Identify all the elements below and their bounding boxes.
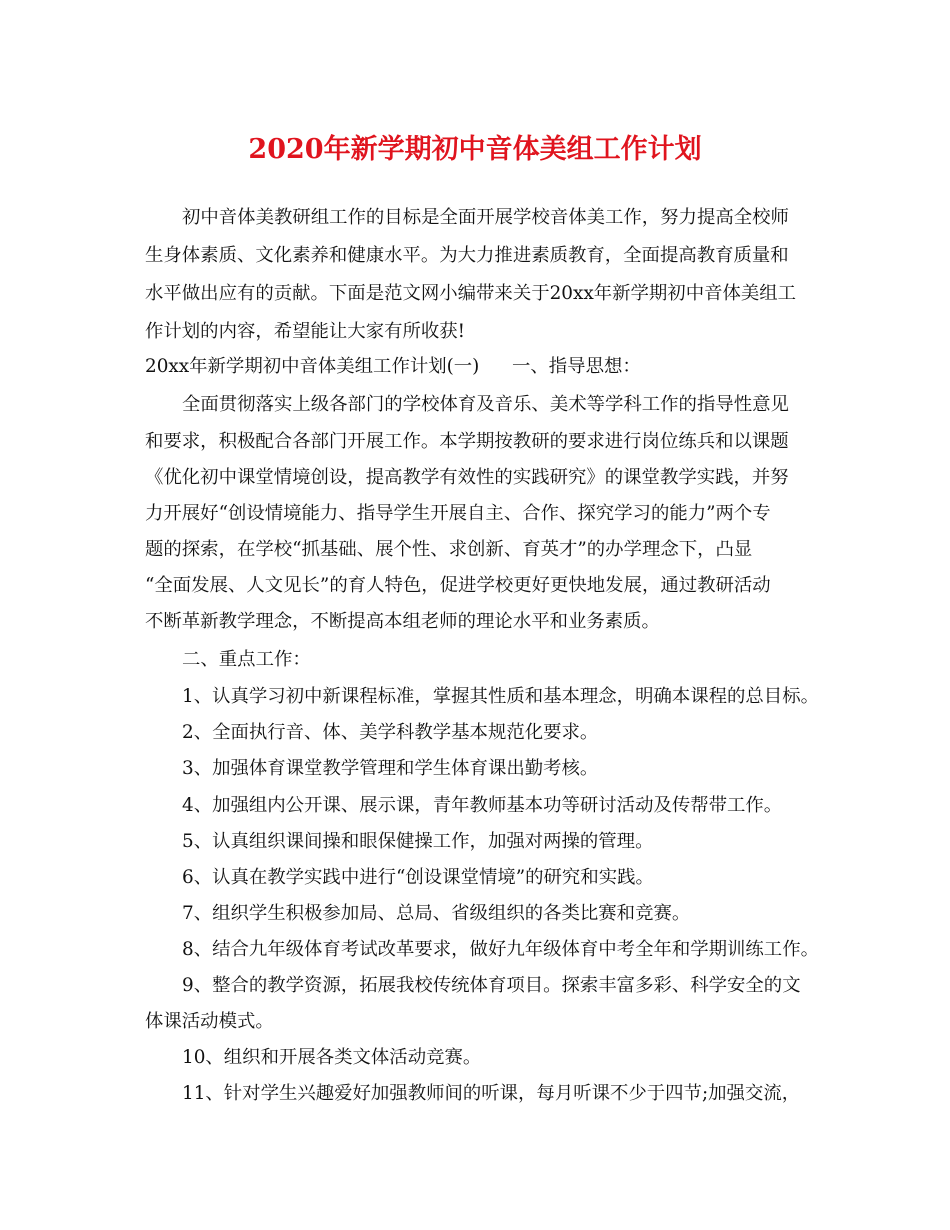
list-item: 11、针对学生兴趣爱好加强教师间的听课，每月听课不少于四节;加强交流， (182, 1083, 801, 1104)
list-item: 3、加强体育课堂教学管理和学生体育课出勤考核。 (182, 758, 599, 779)
paragraph-line: 不断革新教学理念，不断提高本组老师的理论水平和业务素质。 (145, 611, 660, 632)
paragraph-line: 和要求，积极配合各部门开展工作。本学期按教研的要求进行岗位练兵和以课题 (145, 431, 789, 452)
list-item: 5、认真组织课间操和眼保健操工作，加强对两操的管理。 (182, 831, 654, 852)
paragraph-line: “全面发展、人文见长”的育人特色，促进学校更好更快地发展，通过教研活动 (145, 575, 771, 596)
paragraph-line: 水平做出应有的贡献。下面是范文网小编带来关于20xx年新学期初中音体美组工 (145, 283, 797, 304)
list-item: 4、加强组内公开课、展示课，青年教师基本功等研讨活动及传帮带工作。 (182, 795, 783, 816)
list-item: 8、结合九年级体育考试改革要求，做好九年级体育中考全年和学期训练工作。 (182, 939, 819, 960)
paragraph-line: 全面贯彻落实上级各部门的学校体育及音乐、美术等学科工作的指导性意见 (182, 394, 789, 415)
paragraph-line: 初中音体美教研组工作的目标是全面开展学校音体美工作，努力提高全校师 (182, 207, 789, 228)
section-subtitle: 20xx年新学期初中音体美组工作计划(一) (145, 356, 480, 377)
paragraph-line: 作计划的内容，希望能让大家有所收获! (145, 321, 466, 342)
section-heading: 一、指导思想： (512, 356, 641, 377)
list-item: 1、认真学习初中新课程标准，掌握其性质和基本理念，明确本课程的总目标。 (182, 686, 819, 707)
list-item-continuation: 体课活动模式。 (145, 1011, 274, 1032)
list-item: 6、认真在教学实践中进行“创设课堂情境”的研究和实践。 (182, 867, 654, 888)
list-item: 10、组织和开展各类文体活动竞赛。 (182, 1047, 482, 1068)
list-item: 9、整合的教学资源，拓展我校传统体育项目。探索丰富多彩、科学安全的文 (182, 975, 801, 996)
list-item: 7、组织学生积极参加局、总局、省级组织的各类比赛和竞赛。 (182, 903, 691, 924)
paragraph-line: 题的探索，在学校“抓基础、展个性、求创新、育英才”的办学理念下，凸显 (145, 539, 753, 560)
paragraph-line: 《优化初中课堂情境创设，提高教学有效性的实践研究》的课堂教学实践，并努 (145, 467, 789, 488)
paragraph-line: 生身体素质、文化素养和健康水平。为大力推进素质教育，全面提高教育质量和 (145, 245, 789, 266)
list-item: 2、全面执行音、体、美学科教学基本规范化要求。 (182, 722, 599, 743)
paragraph-line: 力开展好“创设情境能力、指导学生开展自主、合作、探究学习的能力”两个专 (145, 503, 771, 524)
page-title: 2020年新学期初中音体美组工作计划 (248, 134, 702, 165)
section-heading: 二、重点工作： (182, 649, 311, 670)
